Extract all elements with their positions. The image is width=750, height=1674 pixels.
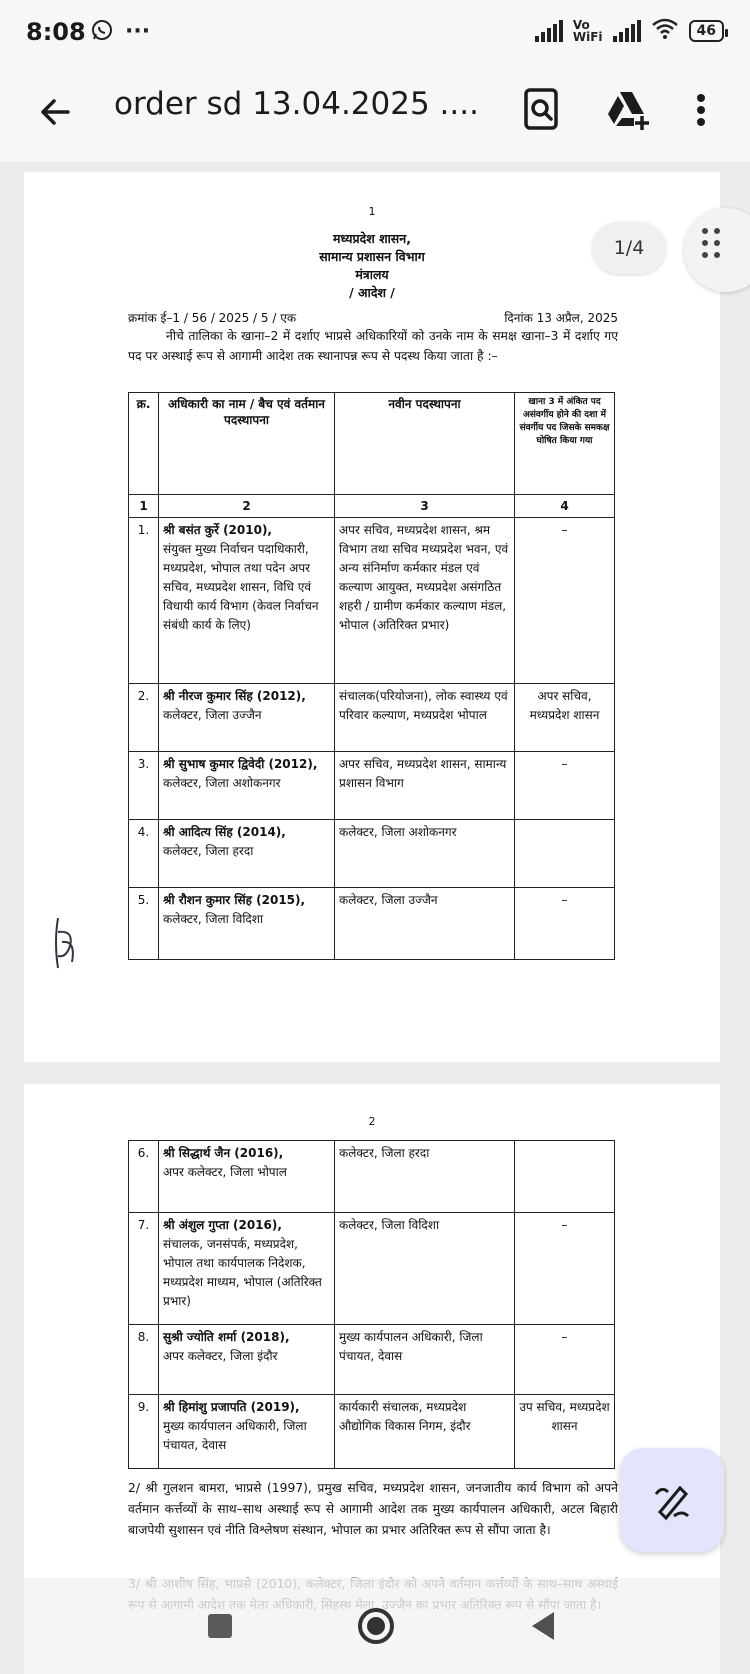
header-line-4: / आदेश / (349, 285, 395, 300)
officer-name: सुश्री ज्योति शर्मा (2018), (163, 1330, 290, 1344)
new-posting: अपर सचिव, मध्यप्रदेश शासन, श्रम विभाग तथा सचिव मध्यप्रदेश भवन, एवं अन्य संनिर्माण कर्मकार मंडल एवं कल्याण आयुक्त, मध्यप्रदेश असंगठित शहरी / ग्रामीण कर्मकार कल्याण मंडल, भोपाल (अतिरिक्त प्रभार) (335, 518, 515, 684)
header-cell-officer: अधिकारी का नाम / बैच एवं वर्तमान पदस्थापना (159, 393, 335, 495)
row-number: 7. (129, 1213, 159, 1325)
header-line-3: मंत्रालय (355, 267, 389, 282)
search-in-document-icon (518, 86, 566, 134)
table-row (129, 888, 615, 960)
header-cell-new-posting: नवीन पदस्थापना (335, 393, 515, 495)
row-number: 2. (129, 684, 159, 752)
table-row (129, 1141, 615, 1213)
table-row (129, 1325, 615, 1395)
officer-cell (159, 888, 335, 960)
new-posting: कार्यकारी संचालक, मध्यप्रदेश औद्योगिक विकास निगम, इंदौर (335, 1395, 515, 1469)
current-posting: कलेक्टर, जिला हरदा (163, 844, 254, 858)
recents-button[interactable] (196, 1602, 244, 1650)
officer-cell (159, 820, 335, 888)
system-navigation-bar (0, 1578, 750, 1674)
new-posting: कलेक्टर, जिला उज्जैन (335, 888, 515, 960)
equivalent-post: अपर सचिव, मध्यप्रदेश शासन (515, 684, 615, 752)
row-number: 9. (129, 1395, 159, 1469)
home-button[interactable] (352, 1602, 400, 1650)
posting-table-page-2 (128, 1140, 615, 1469)
officer-cell (159, 1395, 335, 1469)
row-number: 3. (129, 752, 159, 820)
row-number: 1. (129, 518, 159, 684)
header-line-1: मध्यप्रदेश शासन, (333, 231, 411, 246)
column-number: 1 (129, 495, 159, 518)
equivalent-post: उप सचिव, मध्यप्रदेश शासन (515, 1395, 615, 1469)
officer-name: श्री हिमांशु प्रजापति (2019), (163, 1400, 300, 1414)
column-number-row (129, 495, 615, 518)
new-posting: कलेक्टर, जिला अशोकनगर (335, 820, 515, 888)
pdf-viewer[interactable] (0, 162, 750, 1674)
table-row (129, 1213, 615, 1325)
current-posting: कलेक्टर, जिला उज्जैन (163, 708, 262, 722)
officer-name: श्री अंशुल गुप्ता (2016), (163, 1218, 282, 1232)
table-row (129, 684, 615, 752)
signal-icon-2 (613, 20, 641, 42)
more-vert-icon (686, 86, 716, 134)
equivalent-post: – (515, 752, 615, 820)
order-reference (128, 310, 618, 326)
add-to-drive-button[interactable] (604, 86, 652, 134)
officer-cell (159, 518, 335, 684)
status-right-icons (535, 18, 724, 44)
annotate-button[interactable] (620, 1448, 724, 1552)
officer-name: श्री सिद्धार्थ जैन (2016), (163, 1146, 284, 1160)
home-icon (352, 1602, 400, 1650)
row-number: 5. (129, 888, 159, 960)
table-row (129, 820, 615, 888)
new-posting: संचालक(परियोजना), लोक स्वास्थ्य एवं परिवार कल्याण, मध्यप्रदेश भोपाल (335, 684, 515, 752)
intro-paragraph: नीचे तालिका के खाना–2 में दर्शाए भाप्रसे अधिकारियों को उनके नाम के समक्ष खाना–3 में दर्शाए गए पद पर अस्थाई रूप से आगामी आदेश तक स्थानापन्न रूप से पदस्थ किया जाता है :– (128, 329, 618, 363)
officer-name: श्री रौशन कुमार सिंह (2015), (163, 893, 306, 907)
officer-cell (159, 752, 335, 820)
new-posting: मुख्य कार्यपालन अधिकारी, जिला पंचायत, देवास (335, 1325, 515, 1395)
status-time: 8:08 (26, 18, 86, 46)
more-notifications-icon: ··· (125, 19, 151, 44)
status-bar (0, 0, 750, 66)
handwritten-initial-mark (52, 912, 78, 972)
pdf-page-1 (24, 172, 720, 1062)
paragraph-2: 2/ श्री गुलशन बामरा, भाप्रसे (1997), प्रमुख सचिव, मध्यप्रदेश शासन, जनजातीय कार्य विभाग को अपने वर्तमान कर्त्तव्यों के साथ–साथ अस्थाई रूप से आगामी आदेश तक मुख्य कार्यपालन अधिकारी, अटल बिहारी बाजपेयी सुशासन एवं नीति विश्लेषण संस्थान, भोपाल का प्रभार अतिरिक्त रूप से सौंपा जाता है। (128, 1481, 618, 1537)
page-number: 1 (368, 205, 376, 218)
table-header-row (129, 393, 615, 495)
column-number: 3 (335, 495, 515, 518)
vowifi-top: Vo (572, 18, 590, 32)
signal-icon (535, 20, 563, 42)
table-row (129, 1395, 615, 1469)
officer-cell (159, 684, 335, 752)
header-cell-no: क्र. (129, 393, 159, 495)
current-posting: संचालक, जनसंपर्क, मध्यप्रदेश, भोपाल तथा कार्यपालक निदेशक, मध्यप्रदेश माध्यम, भोपाल (अतिरिक्त प्रभार) (163, 1237, 322, 1308)
header-line-2: सामान्य प्रशासन विभाग (319, 249, 425, 264)
search-document-button[interactable] (518, 86, 566, 134)
document-title: order sd 13.04.2025 .... (114, 86, 479, 122)
header-cell-equivalent-post: खाना 3 में अंकित पद असंवर्गीय होने की दशा में संवर्गीय पद जिसके समकक्ष घोषित किया गया (515, 393, 615, 495)
equivalent-post: – (515, 1213, 615, 1325)
new-posting: कलेक्टर, जिला विदिशा (335, 1213, 515, 1325)
equivalent-post: – (515, 518, 615, 684)
row-number: 6. (129, 1141, 159, 1213)
table-row (129, 752, 615, 820)
officer-name: श्री बसंत कुर्रे (2010), (163, 523, 272, 537)
current-posting: अपर कलेक्टर, जिला भोपाल (163, 1165, 287, 1179)
officer-cell (159, 1141, 335, 1213)
order-date: दिनांक 13 अप्रैल, 2025 (504, 311, 618, 325)
back-button[interactable] (34, 90, 78, 134)
officer-name: श्री नीरज कुमार सिंह (2012), (163, 689, 306, 703)
app-bar (0, 66, 750, 163)
current-posting: संयुक्त मुख्य निर्वाचन पदाधिकारी, मध्यप्रदेश, भोपाल तथा पदेन अपर सचिव, मध्यप्रदेश शासन, विधि एवं विधायी कार्य विभाग (केवल निर्वाचन संबंधी कार्य के लिए) (163, 542, 319, 632)
column-number: 2 (159, 495, 335, 518)
whatsapp-icon (90, 19, 121, 44)
page-indicator: 1/4 (592, 222, 666, 274)
row-number: 8. (129, 1325, 159, 1395)
status-notification-icons (90, 18, 150, 44)
back-arrow-icon (34, 90, 78, 134)
vowifi-bottom: WiFi (572, 30, 603, 44)
equivalent-post: – (515, 1325, 615, 1395)
current-posting: कलेक्टर, जिला अशोकनगर (163, 776, 281, 790)
vowifi-icon (573, 19, 603, 43)
battery-icon: 46 (689, 20, 724, 42)
table-row (129, 518, 615, 684)
officer-cell (159, 1213, 335, 1325)
order-number: क्रमांक ई–1 / 56 / 2025 / 5 / एक (128, 311, 297, 325)
column-number: 4 (515, 495, 615, 518)
wifi-icon (651, 18, 679, 44)
more-options-button[interactable] (686, 86, 716, 134)
posting-table-page-1 (128, 392, 615, 960)
row-number: 4. (129, 820, 159, 888)
new-posting: कलेक्टर, जिला हरदा (335, 1141, 515, 1213)
equivalent-post: – (515, 888, 615, 960)
current-posting: अपर कलेक्टर, जिला इंदौर (163, 1349, 278, 1363)
officer-cell (159, 1325, 335, 1395)
current-posting: मुख्य कार्यपालन अधिकारी, जिला पंचायत, देवास (163, 1419, 307, 1452)
new-posting: अपर सचिव, मध्यप्रदेश शासन, सामान्य प्रशासन विभाग (335, 752, 515, 820)
officer-name: श्री सुभाष कुमार द्विवेदी (2012), (163, 757, 318, 771)
equivalent-post (515, 1141, 615, 1213)
add-to-drive-icon (604, 86, 652, 134)
officer-name: श्री आदित्य सिंह (2014), (163, 825, 286, 839)
page-number: 2 (368, 1115, 376, 1128)
edit-annotate-icon (650, 1478, 694, 1522)
equivalent-post (515, 820, 615, 888)
recents-icon (196, 1602, 244, 1650)
back-nav-button[interactable] (520, 1602, 568, 1650)
current-posting: कलेक्टर, जिला विदिशा (163, 912, 264, 926)
back-triangle-icon (520, 1602, 568, 1650)
